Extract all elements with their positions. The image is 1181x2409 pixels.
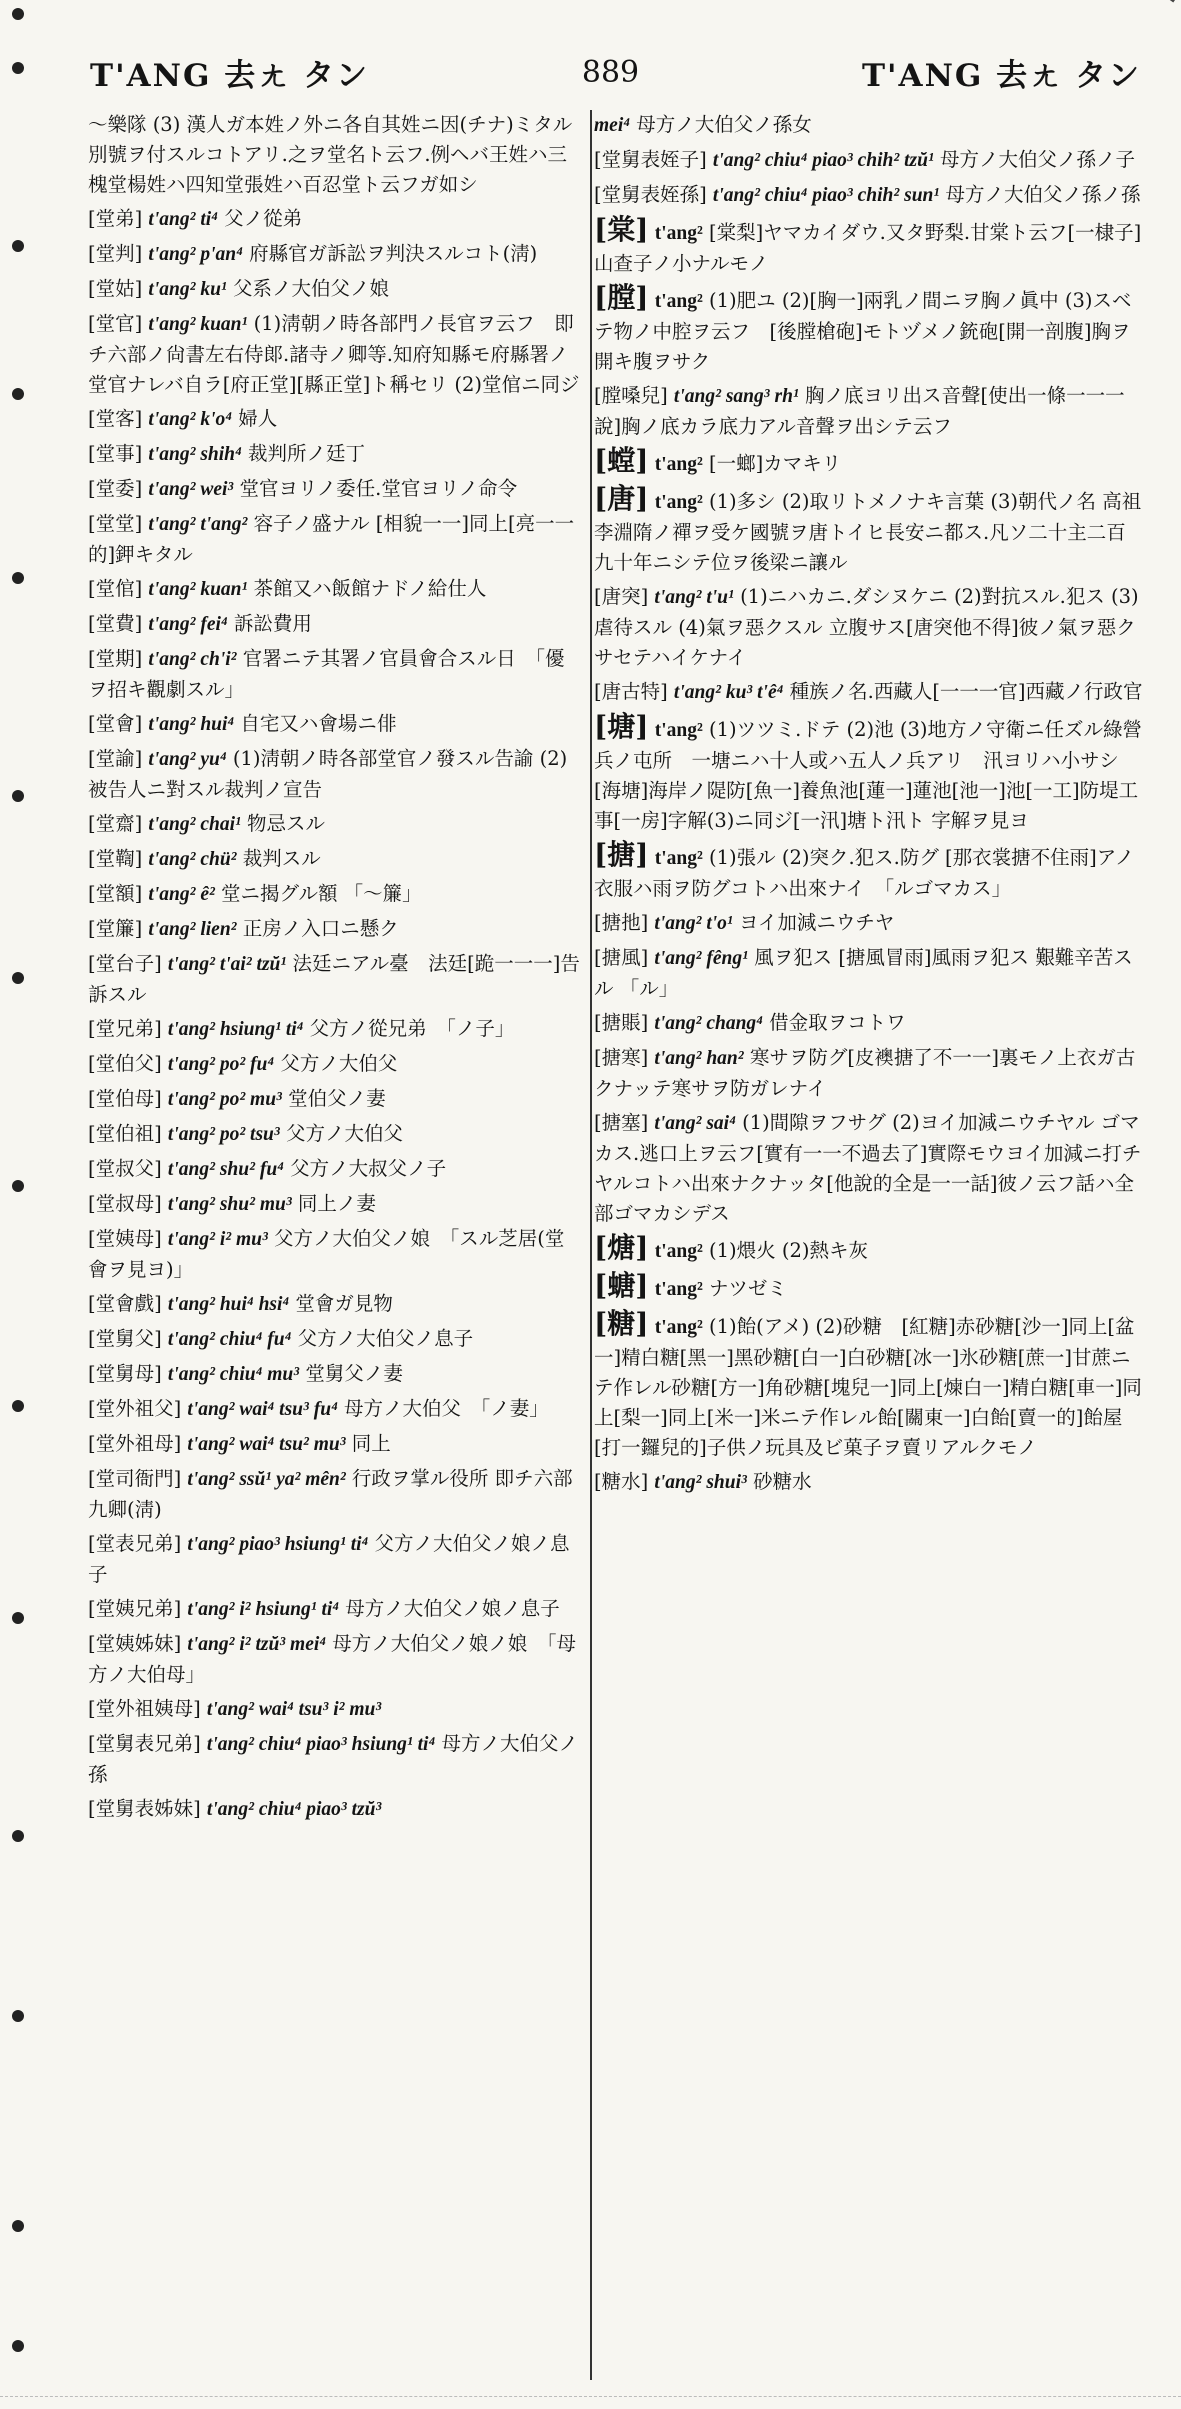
entry-definition: 父系ノ大伯父ノ娘 xyxy=(232,277,389,300)
entry-romanization: t'ang² fei⁴ xyxy=(148,614,228,635)
dictionary-entry xyxy=(88,439,580,470)
entry-definition: 自宅又ハ會場ニ俳 xyxy=(240,712,397,735)
entry-definition: 借金取ヲコトワ xyxy=(769,1011,906,1034)
entry-headword: [堂堂] xyxy=(88,512,143,535)
entry-headword: [堂費] xyxy=(88,612,143,635)
dictionary-entry xyxy=(88,1429,580,1460)
entry-romanization: t'ang² ch'i² xyxy=(148,649,237,670)
entry-romanization: t'ang² ku³ t'ê⁴ xyxy=(673,682,784,703)
entry-headword: [堂伯母] xyxy=(88,1087,162,1110)
entry-definition: 母方ノ大伯父ノ娘ノ息子 xyxy=(345,1597,560,1620)
entry-definition: 母方ノ大伯父ノ娘ノ娘 「母方ノ大伯母」 xyxy=(88,1632,577,1686)
dictionary-entry xyxy=(594,1043,1144,1104)
entry-headword: [堂額] xyxy=(88,882,143,905)
entry-headword: [堂客] xyxy=(88,407,143,430)
entry-definition: 父方ノ大伯父ノ娘 「スル芝居(堂會ヲ見ヨ)」 xyxy=(88,1227,565,1281)
entry-definition: 母方ノ大伯父ノ孫 xyxy=(88,1732,578,1786)
entry-romanization: t'ang² chang⁴ xyxy=(654,1013,763,1034)
binding-hole xyxy=(12,1830,24,1842)
entry-definition: 裁判スル xyxy=(242,847,321,870)
page-header xyxy=(90,48,1141,96)
entry-definition: 胸ノ底ヨリ出ス音聲[使出一條一一一說]胸ノ底カラ底力アル音聲ヲ出シテ云フ xyxy=(594,384,1125,438)
entry-definition: 婦人 xyxy=(238,407,278,430)
entry-romanization: t'ang² xyxy=(654,848,703,869)
entry-definition: (1)淸朝ノ時各部堂官ノ發スル告諭 (2)被告人ニ對スル裁判ノ宣告 xyxy=(88,747,568,801)
entry-romanization: t'ang² chiu⁴ mu³ xyxy=(167,1364,300,1385)
entry-romanization: t'ang² p'an⁴ xyxy=(148,244,243,265)
entry-headword: [唐古特] xyxy=(594,680,668,703)
entry-romanization: t'ang² xyxy=(654,1241,703,1262)
entry-headword: [堂舅表姪孫] xyxy=(594,183,707,206)
binding-hole xyxy=(12,1180,24,1192)
binding-hole xyxy=(12,62,24,74)
entry-headword: [堂官] xyxy=(88,312,143,335)
entry-headword: [堂兄弟] xyxy=(88,1017,162,1040)
entry-headword: [堂判] xyxy=(88,242,143,265)
entry-definition: 父方ノ大伯父 xyxy=(280,1052,398,1075)
entry-headword: [堂弟] xyxy=(88,207,143,230)
entry-headword: [堂舅父] xyxy=(88,1327,162,1350)
entry-romanization: t'ang² chiu⁴ piao³ chih² tzŭ¹ xyxy=(712,150,934,171)
entry-romanization: t'ang² shih⁴ xyxy=(148,444,242,465)
dictionary-entry xyxy=(88,474,580,505)
entry-romanization: t'ang² wai⁴ tsu² mu³ xyxy=(187,1434,346,1455)
entry-headword: [堂期] xyxy=(88,647,143,670)
entry-romanization: t'ang² lien² xyxy=(148,919,237,940)
entry-romanization: t'ang² chai¹ xyxy=(148,814,241,835)
entry-romanization: t'ang² t'u¹ xyxy=(654,587,734,608)
binding-hole xyxy=(12,388,24,400)
header-right-guide: T'ANG 去ㄤ タン xyxy=(861,57,1141,94)
entry-headword: [唐] xyxy=(594,482,649,515)
entry-headword: [搪賬] xyxy=(594,1011,649,1034)
entry-headword: [唐突] xyxy=(594,585,649,608)
dictionary-entry xyxy=(88,809,580,840)
entry-definition: 容子ノ盛ナル [相貌一一]同上[亮一一的]鉀キタル xyxy=(88,512,575,566)
entry-definition: 茶館又ハ飯館ナドノ給仕人 xyxy=(253,577,487,600)
entry-romanization: t'ang² sang³ rh¹ xyxy=(673,386,799,407)
entry-definition: 物忌スル xyxy=(247,812,326,835)
dictionary-entry xyxy=(88,1794,580,1825)
entry-headword: [堂舅母] xyxy=(88,1362,162,1385)
entry-headword: [堂姑] xyxy=(88,277,143,300)
dictionary-entry xyxy=(88,110,580,200)
dictionary-entry xyxy=(88,1394,580,1425)
entry-definition: 母方ノ大伯父ノ孫ノ孫 xyxy=(945,183,1141,206)
entry-romanization: t'ang² xyxy=(654,223,703,244)
entry-definition: 種族ノ名.西藏人[一一一官]西藏ノ行政官 xyxy=(789,680,1143,703)
entry-headword: [堂舅表兄弟] xyxy=(88,1732,201,1755)
entry-headword: [搪扡] xyxy=(594,911,649,934)
dictionary-entry xyxy=(88,1224,580,1285)
entry-headword: [糖水] xyxy=(594,1470,649,1493)
entry-headword: [塘] xyxy=(594,710,649,743)
dictionary-entry xyxy=(88,1359,580,1390)
dictionary-entry xyxy=(88,1014,580,1045)
entry-headword: [膛] xyxy=(594,281,649,314)
dictionary-entry xyxy=(594,908,1144,939)
dictionary-entry xyxy=(88,744,580,805)
entry-definition: 同上 xyxy=(351,1432,391,1455)
entry-headword: [堂外祖姨母] xyxy=(88,1697,201,1720)
dictionary-entry xyxy=(594,712,1144,836)
dictionary-entry xyxy=(88,509,580,570)
entry-headword: [堂倌] xyxy=(88,577,143,600)
entry-romanization: t'ang² ti⁴ xyxy=(148,209,218,230)
entry-romanization: t'ang² xyxy=(654,1317,703,1338)
entry-headword: [堂伯祖] xyxy=(88,1122,162,1145)
dictionary-entry xyxy=(88,239,580,270)
entry-headword: [堂台子] xyxy=(88,952,162,975)
entry-definition: 府縣官ガ訴訟ヲ判決スルコト(淸) xyxy=(249,242,538,265)
binding-hole xyxy=(12,572,24,584)
entry-headword: [堂會] xyxy=(88,712,143,735)
entry-romanization: t'ang² xyxy=(654,720,703,741)
entry-headword: [煻] xyxy=(594,1231,649,1264)
entry-romanization: t'ang² i² tzŭ³ mei⁴ xyxy=(187,1634,327,1655)
entry-romanization: t'ang² ê² xyxy=(148,884,215,905)
entry-headword: [堂表兄弟] xyxy=(88,1532,182,1555)
entry-headword: [堂姨姊妹] xyxy=(88,1632,182,1655)
entry-headword: [螗] xyxy=(594,1269,649,1302)
entry-definition: 裁判所ノ廷丁 xyxy=(248,442,366,465)
entry-headword: [搪] xyxy=(594,838,649,871)
dictionary-entry xyxy=(88,879,580,910)
dictionary-entry xyxy=(594,1108,1144,1229)
dictionary-entry xyxy=(594,840,1144,904)
right-column xyxy=(594,110,1144,2380)
dictionary-entry xyxy=(594,1309,1144,1463)
entry-definition: 堂官ヨリノ委任.堂官ヨリノ命令 xyxy=(239,477,518,500)
entry-headword: [搪風] xyxy=(594,946,649,969)
dictionary-entry xyxy=(88,1289,580,1320)
entry-definition: (1)ニハカニ.ダシヌケニ (2)對抗スル.犯ス (3)虐待スル (4)氣ヲ惡クスル 立腹サス[唐突他不得]彼ノ氣ヲ惡クサセテハイケナイ xyxy=(594,585,1139,669)
entry-romanization: t'ang² chiu⁴ piao³ chih² sun¹ xyxy=(712,185,940,206)
entry-definition: 堂ニ揭グル額 「〜簾」 xyxy=(221,882,422,905)
dictionary-entry xyxy=(88,1594,580,1625)
entry-romanization: t'ang² xyxy=(654,492,703,513)
entry-headword: [搪寒] xyxy=(594,1046,649,1069)
entry-headword: [堂齋] xyxy=(88,812,143,835)
entry-definition: (1)肥ユ (2)[胸一]兩乳ノ間ニヲ胸ノ眞中 (3)スベテ物ノ中腔ヲ云フ [後膛槍砲]モトヅメノ銃砲[開一剖腹]胸ヲ開キ腹ヲサク xyxy=(594,289,1132,373)
entry-headword: [堂舅表姊妹] xyxy=(88,1797,201,1820)
entry-definition: 砂糖水 xyxy=(753,1470,812,1493)
entry-romanization: t'ang² po² tsu³ xyxy=(167,1124,280,1145)
dictionary-entry xyxy=(88,1324,580,1355)
dictionary-entry xyxy=(594,1467,1144,1498)
dictionary-entry xyxy=(594,180,1144,211)
entry-definition: (1)多シ (2)取リトメノナキ言葉 (3)朝代ノ名 高祖李淵隋ノ禪ヲ受ケ國號ヲ唐トイヒ長安ニ都ス.凡ソ二十主二百九十年ニシテ位ヲ後梁ニ讓ル xyxy=(594,490,1142,574)
entry-headword: [糖] xyxy=(594,1307,649,1340)
entry-definition: 風ヲ犯ス [搪風冒雨]風雨ヲ犯ス 艱難辛苦スル 「ル」 xyxy=(594,946,1133,1000)
entry-headword: [堂外祖父] xyxy=(88,1397,182,1420)
entry-headword: [堂舅表姪子] xyxy=(594,148,707,171)
entry-definition: 〜樂隊 (3) 漢人ガ本姓ノ外ニ各自其姓ニ因(チナ)ミタル別號ヲ付スルコトアリ.之ヲ堂名ト云フ.例ヘバ王姓ハ三槐堂楊姓ハ四知堂張姓ハ百忍堂ト云フガ如シ xyxy=(88,113,573,196)
entry-headword: [堂諭] xyxy=(88,747,143,770)
entry-definition: 母方ノ大伯父ノ孫ノ子 xyxy=(940,148,1136,171)
entry-romanization: t'ang² hsiung¹ ti⁴ xyxy=(167,1019,304,1040)
dictionary-entry xyxy=(88,644,580,705)
dictionary-entry xyxy=(88,204,580,235)
entry-headword: [堂姨母] xyxy=(88,1227,162,1250)
entry-definition: ヨイ加減ニウチヤ xyxy=(738,911,895,934)
entry-romanization: t'ang² shu² mu³ xyxy=(167,1194,292,1215)
entry-definition: 父方ノ大伯父ノ息子 xyxy=(297,1327,474,1350)
entry-headword: [堂委] xyxy=(88,477,143,500)
dictionary-entry xyxy=(88,1189,580,1220)
entry-romanization: t'ang² hui⁴ xyxy=(148,714,235,735)
binding-hole xyxy=(12,240,24,252)
dictionary-entry xyxy=(88,1629,580,1690)
entry-definition: 父ノ從弟 xyxy=(224,207,303,230)
entry-romanization: t'ang² chü² xyxy=(148,849,237,870)
entry-headword: [堂會戲] xyxy=(88,1292,162,1315)
entry-headword: [棠] xyxy=(594,213,649,246)
entry-romanization: t'ang² xyxy=(654,454,703,475)
dictionary-entry xyxy=(88,309,580,400)
entry-definition: 行政ヲ掌ル役所 即チ六部九卿(淸) xyxy=(88,1467,573,1521)
entry-romanization: t'ang² wai⁴ tsu³ i² mu³ xyxy=(206,1699,382,1720)
dictionary-entry xyxy=(88,709,580,740)
dictionary-entry xyxy=(594,1271,1144,1305)
entry-headword: [堂鞫] xyxy=(88,847,143,870)
dictionary-entry xyxy=(594,381,1144,442)
entry-romanization: t'ang² po² fu⁴ xyxy=(167,1054,275,1075)
entry-romanization: t'ang² t'o¹ xyxy=(654,913,733,934)
entry-romanization: t'ang² t'ang² xyxy=(148,514,248,535)
entry-definition: (1)張ル (2)突ク.犯ス.防グ [那衣裳搪不住雨]アノ衣服ハ雨ヲ防グコトハ出來ナイ 「ルゴマカス」 xyxy=(594,846,1135,900)
binding-hole xyxy=(12,2010,24,2022)
binding-hole xyxy=(12,2340,24,2352)
dictionary-entry xyxy=(88,1154,580,1185)
entry-definition: 堂會ガ見物 xyxy=(295,1292,393,1315)
dictionary-entry xyxy=(88,1119,580,1150)
dictionary-entry xyxy=(88,949,580,1010)
entry-headword: [堂司衙門] xyxy=(88,1467,182,1490)
entry-romanization: t'ang² piao³ hsiung¹ ti⁴ xyxy=(187,1534,369,1555)
entry-romanization: t'ang² fêng¹ xyxy=(654,948,748,969)
entry-romanization: t'ang² han² xyxy=(654,1048,744,1069)
binding-hole xyxy=(12,1400,24,1412)
entry-romanization: mei⁴ xyxy=(594,115,631,136)
entry-definition: 官署ニテ其署ノ官員會合スル日 「優ヲ招キ觀劇スル」 xyxy=(88,647,565,701)
entry-headword: [搪塞] xyxy=(594,1111,649,1134)
entry-definition: (1)煨火 (2)熱キ灰 xyxy=(709,1239,868,1262)
dictionary-entry xyxy=(594,1233,1144,1267)
entry-definition: 同上ノ妻 xyxy=(297,1192,376,1215)
dictionary-entry xyxy=(594,110,1144,141)
entry-definition: [棠梨]ヤマカイダウ.又タ野梨.甘棠ト云フ[一棣子]山查子ノ小ナルモノ xyxy=(594,221,1142,275)
page-corner-edge xyxy=(1118,0,1175,35)
entry-headword: [堂外祖母] xyxy=(88,1432,182,1455)
entry-definition: 堂舅父ノ妻 xyxy=(305,1362,403,1385)
entry-romanization: t'ang² po² mu³ xyxy=(167,1089,282,1110)
entry-definition: 父方ノ大伯父 xyxy=(285,1122,403,1145)
entry-headword: [膛嗓兒] xyxy=(594,384,668,407)
dictionary-entry xyxy=(594,582,1144,673)
entry-romanization: t'ang² kuan¹ xyxy=(148,314,248,335)
dictionary-entry xyxy=(88,1464,580,1525)
entry-definition: 訴訟費用 xyxy=(233,612,312,635)
entry-headword: [堂叔父] xyxy=(88,1157,162,1180)
entry-definition: (1)淸朝ノ時各部門ノ長官ヲ云フ 即チ六部ノ尙書左右侍郞.諸寺ノ卿等.知府知縣モ府縣署ノ堂官ナレバ自ラ[府正堂][縣正堂]ト稱セリ (2)堂倌ニ同ジ xyxy=(88,312,580,396)
entry-definition: 堂伯父ノ妻 xyxy=(288,1087,386,1110)
entry-romanization: t'ang² k'o⁴ xyxy=(148,409,233,430)
entry-headword: [螳] xyxy=(594,444,649,477)
dictionary-entry xyxy=(594,677,1144,708)
entry-romanization: t'ang² xyxy=(654,291,703,312)
left-column xyxy=(88,110,592,2380)
dictionary-entry xyxy=(88,574,580,605)
dictionary-entry xyxy=(88,914,580,945)
entry-headword: [堂事] xyxy=(88,442,143,465)
binding-hole xyxy=(12,1612,24,1624)
dictionary-entry xyxy=(88,1084,580,1115)
entry-definition: (1)ツツミ.ドテ (2)池 (3)地方ノ守衛ニ任ズル綠營兵ノ屯所 一塘ニハ十人或ハ五人ノ兵アリ 汛ヨリハ小サシ [海塘]海岸ノ隄防[魚一]養魚池[蓮一]蓮池[池一]池[一工]防堤工事[一房]字解(3)ニ同ジ[一汛]塘ト汛ト 字解ヲ見ヨ xyxy=(594,718,1142,832)
dictionary-entry xyxy=(88,609,580,640)
entry-definition: (1)間隙ヲフサグ (2)ヨイ加減ニウチヤル ゴマカス.逃口上ヲ云フ[實有一一不過去了]實際モウヨイ加減ニ打チヤルコトハ出來ナクナッタ[他說的全是一一話]彼ノ云フ話ハ全部ゴマカシデス xyxy=(594,1111,1142,1225)
entry-definition: ナツゼミ xyxy=(709,1277,787,1300)
entry-definition: 父方ノ大叔父ノ子 xyxy=(290,1157,447,1180)
entry-romanization: t'ang² wei³ xyxy=(148,479,234,500)
entry-romanization: t'ang² xyxy=(654,1279,703,1300)
dictionary-entry xyxy=(88,1729,580,1790)
binding-hole xyxy=(12,790,24,802)
entry-headword: [堂伯父] xyxy=(88,1052,162,1075)
dictionary-entry xyxy=(88,1529,580,1590)
entry-definition: 母方ノ大伯父 「ノ妻」 xyxy=(344,1397,549,1420)
entry-romanization: t'ang² hui⁴ hsi⁴ xyxy=(167,1294,290,1315)
dictionary-entry xyxy=(88,404,580,435)
binding-hole xyxy=(12,8,24,20)
entry-romanization: t'ang² kuan¹ xyxy=(148,579,248,600)
dictionary-entry xyxy=(594,1008,1144,1039)
dictionary-entry xyxy=(88,1694,580,1725)
entry-definition: 寒サヲ防グ[皮襖搪了不一一]裏モノ上衣ガ古クナッテ寒サヲ防ガレナイ xyxy=(594,1046,1136,1100)
entry-definition: 父方ノ大伯父ノ娘ノ息子 xyxy=(88,1532,570,1586)
dictionary-entry xyxy=(88,274,580,305)
entry-romanization: t'ang² chiu⁴ fu⁴ xyxy=(167,1329,292,1350)
entry-romanization: t'ang² ku¹ xyxy=(148,279,227,300)
dictionary-entry xyxy=(594,484,1144,578)
binding-hole xyxy=(12,972,24,984)
entry-romanization: t'ang² i² mu³ xyxy=(167,1229,268,1250)
dictionary-entry xyxy=(594,215,1144,279)
binding-hole xyxy=(12,2220,24,2232)
dictionary-entry xyxy=(594,446,1144,480)
entry-definition: [一螂]カマキリ xyxy=(709,452,842,475)
entry-romanization: t'ang² wai⁴ tsu³ fu⁴ xyxy=(187,1399,338,1420)
entry-romanization: t'ang² t'ai² tzŭ¹ xyxy=(167,954,287,975)
dictionary-entry xyxy=(594,283,1144,377)
entry-headword: [堂叔母] xyxy=(88,1192,162,1215)
entry-definition: (1)飴(アメ) (2)砂糖 [紅糖]赤砂糖[沙一]同上[盆一]精白糖[黑一]黑砂糖[白一]白砂糖[冰一]氷砂糖[蔗一]甘蔗ニテ作レル砂糖[方一]角砂糖[塊兒一]同上[煉白一]精白糖[車一]同上[梨一]同上[米一]米ニテ作レル飴[關東一]白飴[賣一的]飴屋[打一鑼兒的]子供ノ玩具及ビ菓子ヲ賣リアルクモノ xyxy=(594,1315,1142,1459)
dictionary-entry xyxy=(88,844,580,875)
entry-romanization: t'ang² chiu⁴ piao³ hsiung¹ ti⁴ xyxy=(206,1734,436,1755)
dictionary-entry xyxy=(88,1049,580,1080)
entry-definition: 母方ノ大伯父ノ孫女 xyxy=(636,113,812,136)
entry-romanization: t'ang² i² hsiung¹ ti⁴ xyxy=(187,1599,340,1620)
dictionary-entry xyxy=(594,943,1144,1004)
entry-romanization: t'ang² chiu⁴ piao³ tzŭ³ xyxy=(206,1799,382,1820)
entry-romanization: t'ang² sai⁴ xyxy=(654,1113,736,1134)
entry-romanization: t'ang² shui³ xyxy=(654,1472,747,1493)
entry-headword: [堂簾] xyxy=(88,917,143,940)
entry-definition: 正房ノ入口ニ懸ク xyxy=(242,917,399,940)
page-bottom-edge xyxy=(0,2396,1181,2397)
entry-definition: 法廷ニアル臺 法廷[跪一一一]告訴スル xyxy=(88,952,580,1006)
entry-definition: 父方ノ從兄弟 「ノ子」 xyxy=(309,1017,515,1040)
dictionary-entry xyxy=(594,145,1144,176)
entry-romanization: t'ang² yu⁴ xyxy=(148,749,227,770)
header-left-guide: T'ANG 去ㄤ タン xyxy=(90,57,370,94)
entry-romanization: t'ang² ssŭ¹ ya² mên² xyxy=(187,1469,346,1490)
page-number: 889 xyxy=(581,54,640,90)
entry-romanization: t'ang² shu² fu⁴ xyxy=(167,1159,284,1180)
entry-headword: [堂姨兄弟] xyxy=(88,1597,182,1620)
